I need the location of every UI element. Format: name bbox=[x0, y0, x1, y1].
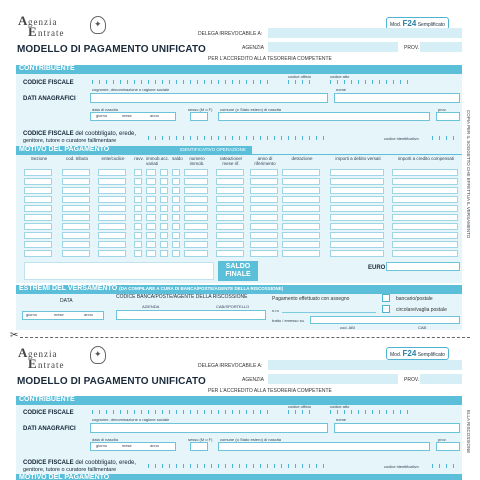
motivo-cell[interactable] bbox=[216, 232, 244, 239]
form-copy-bank bbox=[0, 340, 480, 480]
pagamento-assegno-label: Pagamento effettuato con assegno bbox=[272, 296, 350, 302]
cf-coobbligato-line2-2: genitore, tutore o curatore fallimentare bbox=[23, 467, 117, 473]
codice-atto-label-2: codice atto bbox=[330, 404, 350, 409]
nome-field[interactable] bbox=[334, 93, 460, 103]
cognome-label: cognome, denominazione o ragione sociale bbox=[92, 87, 170, 92]
motivo-cell[interactable] bbox=[146, 223, 156, 230]
motivo-column-header: importi a credito compensati bbox=[397, 156, 455, 161]
motivo-row bbox=[24, 178, 462, 186]
circolare-checkbox[interactable] bbox=[382, 305, 390, 313]
motivo-cell[interactable] bbox=[184, 178, 208, 185]
motivo-cell[interactable] bbox=[98, 169, 126, 176]
motivo-cell[interactable] bbox=[250, 178, 278, 185]
codice-fiscale-input[interactable] bbox=[92, 80, 272, 84]
logo-line2: ntrate bbox=[38, 28, 65, 38]
motivo-cell[interactable] bbox=[250, 250, 278, 257]
sesso-field[interactable] bbox=[190, 112, 208, 121]
motivo-cell[interactable] bbox=[62, 178, 90, 185]
motivo-cell[interactable] bbox=[392, 187, 458, 194]
motivo-cell[interactable] bbox=[24, 241, 52, 248]
motivo-cell[interactable] bbox=[216, 205, 244, 212]
motivo-cell[interactable] bbox=[392, 250, 458, 257]
motivo-cell[interactable] bbox=[330, 205, 384, 212]
accredito-label: PER L'ACCREDITO ALLA TESORERIA COMPETENTE bbox=[208, 56, 332, 62]
identificativo-operazione-field[interactable] bbox=[252, 146, 462, 154]
motivo-cell[interactable] bbox=[134, 196, 142, 203]
mod-type-2: Semplificato bbox=[417, 352, 445, 358]
motivo-cell[interactable] bbox=[330, 214, 384, 221]
giorno-label-2: giorno bbox=[96, 443, 108, 448]
mod-type: Semplificato bbox=[417, 22, 445, 28]
sesso-label: sesso (M o F) bbox=[188, 107, 213, 112]
motivo-cell[interactable] bbox=[24, 178, 52, 185]
motivo-cell[interactable] bbox=[160, 169, 168, 176]
saldo-notes-field bbox=[24, 262, 214, 280]
codice-identificativo-input-2[interactable] bbox=[432, 464, 456, 468]
prov-label-2: PROV. bbox=[404, 377, 420, 383]
euro-label: EURO bbox=[368, 265, 386, 271]
motivo-cell[interactable] bbox=[24, 223, 52, 230]
motivo-cell[interactable] bbox=[160, 205, 168, 212]
estremi-band-note: (DA COMPILARE A CURA DI BANCA/POSTE/AGENTE DELLA RISCOSSIONE) bbox=[119, 286, 284, 291]
motivo-cell[interactable] bbox=[172, 187, 180, 194]
motivo-cell[interactable] bbox=[392, 169, 458, 176]
motivo-cell[interactable] bbox=[250, 205, 278, 212]
motivo-row bbox=[24, 250, 462, 258]
motivo-cell[interactable] bbox=[330, 223, 384, 230]
motivo-cell[interactable] bbox=[134, 223, 142, 230]
motivo-cell[interactable] bbox=[216, 250, 244, 257]
motivo-cell[interactable] bbox=[172, 250, 180, 257]
motivo-cell[interactable] bbox=[134, 241, 142, 248]
motivo-cell[interactable] bbox=[98, 196, 126, 203]
motivo-cell[interactable] bbox=[98, 205, 126, 212]
motivo-cell[interactable] bbox=[134, 232, 142, 239]
motivo-cell[interactable] bbox=[184, 232, 208, 239]
codice-identificativo-label: codice identificativo bbox=[384, 136, 419, 141]
form-title-2: MODELLO DI PAGAMENTO UNIFICATO bbox=[17, 376, 206, 387]
codice-banca-label: CODICE BANCA/POSTE/AGENTE DELLA RISCOSSIONE bbox=[116, 294, 248, 300]
agenzia-label: AGENZIA bbox=[242, 45, 264, 51]
motivo-cell[interactable] bbox=[146, 169, 156, 176]
motivo-cell[interactable] bbox=[184, 214, 208, 221]
motivo-cell[interactable] bbox=[24, 169, 52, 176]
motivo-cell[interactable] bbox=[146, 187, 156, 194]
motivo-cell[interactable] bbox=[160, 241, 168, 248]
cf-coobbligato-label-2 bbox=[23, 460, 136, 466]
motivo-column-header: ente/codice bbox=[101, 156, 125, 161]
codice-fiscale-label: CODICE FISCALE bbox=[23, 80, 74, 86]
motivo-cell[interactable] bbox=[146, 196, 156, 203]
prov-label: PROV. bbox=[404, 45, 420, 51]
motivo-cell[interactable] bbox=[172, 232, 180, 239]
motivo-cell[interactable] bbox=[172, 178, 180, 185]
cf-coobbligato-input-2[interactable] bbox=[148, 464, 328, 468]
motivo-cell[interactable] bbox=[330, 187, 384, 194]
motivo-cell[interactable] bbox=[24, 232, 52, 239]
cognome-label-2: cognome, denominazione o ragione sociale bbox=[92, 417, 170, 422]
mese-label-2: mese bbox=[122, 443, 132, 448]
motivo-cell[interactable] bbox=[172, 241, 180, 248]
agenzia-field[interactable] bbox=[268, 42, 398, 52]
motivo-cell[interactable] bbox=[172, 169, 180, 176]
motivo-row bbox=[24, 232, 462, 240]
motivo-cell[interactable] bbox=[250, 196, 278, 203]
motivo-cell[interactable] bbox=[282, 196, 320, 203]
scissors-icon: ✂ bbox=[10, 330, 19, 341]
cod-abi-label: cod. ABI bbox=[340, 325, 355, 330]
motivo-row bbox=[24, 214, 462, 222]
codice-identificativo-input[interactable] bbox=[432, 136, 456, 140]
motivo-row bbox=[24, 223, 462, 231]
motivo-cell[interactable] bbox=[330, 241, 384, 248]
cognome-field-2[interactable] bbox=[90, 423, 328, 433]
motivo-cell[interactable] bbox=[62, 250, 90, 257]
motivo-row bbox=[24, 169, 462, 177]
tratto-field[interactable] bbox=[310, 316, 460, 324]
motivo-column-header: Sezione bbox=[30, 156, 48, 161]
motivo-cell[interactable] bbox=[250, 187, 278, 194]
cf-coobbligato-label bbox=[23, 131, 136, 137]
motivo-cell[interactable] bbox=[216, 241, 244, 248]
codice-fiscale-input-2[interactable] bbox=[92, 410, 272, 414]
comune-label: comune (o Stato estero) di nascita bbox=[220, 107, 281, 112]
motivo-cell[interactable] bbox=[24, 196, 52, 203]
anno-label: anno bbox=[150, 113, 159, 118]
motivo-cell[interactable] bbox=[392, 223, 458, 230]
motivo-cell[interactable] bbox=[392, 205, 458, 212]
motivo-row bbox=[24, 205, 462, 213]
motivo-cell[interactable] bbox=[146, 250, 156, 257]
motivo-cell[interactable] bbox=[184, 205, 208, 212]
motivo-cell[interactable] bbox=[24, 214, 52, 221]
logo-initial-a: A bbox=[18, 13, 28, 28]
motivo-cell[interactable] bbox=[282, 169, 320, 176]
motivo-cell[interactable] bbox=[62, 187, 90, 194]
codice-banca-field[interactable] bbox=[116, 310, 266, 320]
motivo-cell[interactable] bbox=[134, 169, 142, 176]
motivo-band-2: MOTIVO DEL PAGAMENTO bbox=[16, 474, 462, 480]
motivo-cell[interactable] bbox=[160, 196, 168, 203]
motivo-cell[interactable] bbox=[184, 241, 208, 248]
motivo-cell[interactable] bbox=[330, 250, 384, 257]
motivo-cell[interactable] bbox=[216, 169, 244, 176]
motivo-cell[interactable] bbox=[250, 241, 278, 248]
motivo-cell[interactable] bbox=[160, 250, 168, 257]
contribuente-band: CONTRIBUENTE bbox=[16, 65, 462, 74]
motivo-cell[interactable] bbox=[392, 214, 458, 221]
nome-label-2: nome bbox=[336, 417, 347, 422]
mese-label: mese bbox=[122, 113, 132, 118]
n-ro-line bbox=[282, 312, 376, 313]
mod-label-2: Mod. bbox=[390, 352, 402, 358]
prov-nascita-field-2[interactable] bbox=[436, 442, 460, 451]
logo2-line2: ntrate bbox=[38, 360, 65, 370]
sesso-field-2[interactable] bbox=[190, 442, 208, 451]
motivo-cell[interactable] bbox=[134, 178, 142, 185]
mod-code: F24 bbox=[402, 19, 417, 28]
motivo-row bbox=[24, 196, 462, 204]
motivo-cell[interactable] bbox=[250, 214, 278, 221]
cut-line bbox=[20, 337, 470, 338]
motivo-cell[interactable] bbox=[216, 187, 244, 194]
motivo-row bbox=[24, 241, 462, 249]
agenzia-field-2[interactable] bbox=[268, 374, 398, 384]
motivo-cell[interactable] bbox=[134, 205, 142, 212]
motivo-cell[interactable] bbox=[330, 178, 384, 185]
motivo-cell[interactable] bbox=[282, 205, 320, 212]
data-versamento-label: DATA bbox=[60, 298, 73, 304]
motivo-cell[interactable] bbox=[146, 214, 156, 221]
motivo-cell[interactable] bbox=[24, 187, 52, 194]
motivo-band: MOTIVO DEL PAGAMENTO bbox=[16, 146, 462, 155]
motivo-cell[interactable] bbox=[134, 187, 142, 194]
bancario-checkbox[interactable] bbox=[382, 294, 390, 302]
motivo-cell[interactable] bbox=[98, 250, 126, 257]
motivo-cell[interactable] bbox=[160, 214, 168, 221]
codice-ufficio-input-2[interactable] bbox=[288, 410, 314, 414]
motivo-cell[interactable] bbox=[160, 178, 168, 185]
motivo-cell[interactable] bbox=[184, 187, 208, 194]
tratto-label: tratto / emesso su bbox=[272, 318, 304, 323]
motivo-cell[interactable] bbox=[62, 241, 90, 248]
nome-field-2[interactable] bbox=[334, 423, 460, 433]
nome-label: nome bbox=[336, 87, 347, 92]
n-ro-label: n.ro bbox=[272, 308, 279, 313]
estremi-band bbox=[16, 285, 462, 294]
delega-field-2[interactable] bbox=[268, 360, 462, 370]
data-nascita-label: data di nascita bbox=[92, 107, 118, 112]
motivo-cell[interactable] bbox=[62, 205, 90, 212]
comune-field[interactable] bbox=[218, 112, 430, 121]
delega-label-2: DELEGA IRREVOCABILE A: bbox=[198, 363, 263, 369]
codice-ufficio-input[interactable] bbox=[288, 80, 314, 84]
agenzia-label-2: AGENZIA bbox=[242, 377, 264, 383]
motivo-cell[interactable] bbox=[62, 214, 90, 221]
codice-identificativo-label-2: codice identificativo bbox=[384, 464, 419, 469]
cognome-field[interactable] bbox=[90, 93, 328, 103]
motivo-cell[interactable] bbox=[62, 223, 90, 230]
azienda-label: AZIENDA bbox=[142, 304, 160, 309]
motivo-column-header: importi a debito versati bbox=[335, 156, 381, 161]
delega-field[interactable] bbox=[268, 28, 462, 38]
prov-field-2[interactable] bbox=[420, 374, 462, 384]
prov-nascita-label: prov. bbox=[438, 107, 447, 112]
motivo-cell[interactable] bbox=[62, 232, 90, 239]
codice-ufficio-label: codice ufficio bbox=[288, 74, 312, 79]
motivo-cell[interactable] bbox=[146, 205, 156, 212]
versamento-anno-label: anno bbox=[84, 312, 93, 317]
motivo-cell[interactable] bbox=[98, 241, 126, 248]
cf-coobbligato-input[interactable] bbox=[148, 136, 328, 140]
motivo-cell[interactable] bbox=[98, 232, 126, 239]
motivo-cell[interactable] bbox=[250, 169, 278, 176]
motivo-cell[interactable] bbox=[172, 196, 180, 203]
data-nascita-label-2: data di nascita bbox=[92, 437, 118, 442]
motivo-cell[interactable] bbox=[392, 232, 458, 239]
motivo-cell[interactable] bbox=[216, 196, 244, 203]
saldo-finale-box bbox=[218, 261, 258, 281]
anno-label-2: anno bbox=[150, 443, 159, 448]
motivo-cell[interactable] bbox=[282, 250, 320, 257]
comune-label-2: comune (o Stato estero) di nascita bbox=[220, 437, 281, 442]
logo2-initial-e: E bbox=[28, 356, 37, 371]
motivo-cell[interactable] bbox=[184, 169, 208, 176]
motivo-column-header: rateazione/ mese rif. bbox=[219, 156, 243, 166]
estremi-band-title: ESTREMI DEL VERSAMENTO bbox=[19, 285, 118, 292]
versamento-mese-label: mese bbox=[54, 312, 64, 317]
motivo-cell[interactable] bbox=[282, 241, 320, 248]
codice-atto-label: codice atto bbox=[330, 74, 350, 79]
motivo-column-header: detrazione bbox=[291, 156, 313, 161]
motivo-cell[interactable] bbox=[392, 178, 458, 185]
motivo-cell[interactable] bbox=[184, 196, 208, 203]
cab-sportello-label: CAB/SPORTELLO bbox=[216, 304, 250, 309]
contribuente-band-2: CONTRIBUENTE bbox=[16, 396, 462, 405]
identificativo-operazione-label: IDENTIFICATIVO OPERAZIONE bbox=[180, 147, 246, 152]
motivo-cell[interactable] bbox=[24, 250, 52, 257]
codice-atto-input[interactable] bbox=[330, 80, 410, 84]
motivo-cell[interactable] bbox=[62, 169, 90, 176]
codice-atto-input-2[interactable] bbox=[330, 410, 410, 414]
logo2-initial-a: A bbox=[18, 345, 28, 360]
motivo-cell[interactable] bbox=[216, 214, 244, 221]
sesso-label-2: sesso (M o F) bbox=[188, 437, 213, 442]
motivo-cell[interactable] bbox=[98, 187, 126, 194]
saldo-finale-field[interactable] bbox=[386, 262, 460, 271]
republic-emblem-icon-2 bbox=[90, 346, 106, 364]
motivo-cell[interactable] bbox=[160, 187, 168, 194]
motivo-cell[interactable] bbox=[98, 223, 126, 230]
motivo-cell[interactable] bbox=[282, 178, 320, 185]
motivo-cell[interactable] bbox=[172, 214, 180, 221]
bancario-label: bancario/postale bbox=[396, 296, 433, 302]
codice-fiscale-label-2: CODICE FISCALE bbox=[23, 410, 74, 416]
motivo-cell[interactable] bbox=[62, 196, 90, 203]
motivo-cell[interactable] bbox=[98, 214, 126, 221]
mod-badge-2 bbox=[386, 347, 449, 360]
motivo-cell[interactable] bbox=[282, 214, 320, 221]
motivo-cell[interactable] bbox=[146, 178, 156, 185]
motivo-column-header: cod. tributo bbox=[65, 156, 89, 161]
motivo-cell[interactable] bbox=[330, 232, 384, 239]
motivo-column-header: acc. bbox=[160, 156, 170, 161]
motivo-cell[interactable] bbox=[330, 169, 384, 176]
cf-coobbligato-bold: CODICE FISCALE bbox=[23, 131, 74, 137]
motivo-cell[interactable] bbox=[282, 187, 320, 194]
motivo-cell[interactable] bbox=[98, 178, 126, 185]
side-copy-label-2: ELLA RISCOSSIONE bbox=[466, 410, 471, 454]
cf-coobbligato-rest: del coobbligato, erede, bbox=[75, 131, 137, 137]
motivo-column-header: saldo bbox=[172, 156, 183, 161]
form-title: MODELLO DI PAGAMENTO UNIFICATO bbox=[17, 44, 206, 55]
motivo-cell[interactable] bbox=[160, 223, 168, 230]
motivo-cell[interactable] bbox=[146, 232, 156, 239]
motivo-cell[interactable] bbox=[172, 223, 180, 230]
mod-label: Mod. bbox=[390, 22, 402, 28]
cf-coobbligato-bold-2: CODICE FISCALE bbox=[23, 460, 74, 466]
motivo-column-header: immob. variati bbox=[146, 156, 161, 166]
motivo-cell[interactable] bbox=[282, 232, 320, 239]
accredito-label-2: PER L'ACCREDITO ALLA TESORERIA COMPETENTE bbox=[208, 388, 332, 394]
giorno-label: giorno bbox=[96, 113, 108, 118]
logo-initial-e: E bbox=[28, 24, 37, 39]
logo2-line1: genzia bbox=[28, 349, 58, 359]
motivo-cell[interactable] bbox=[330, 196, 384, 203]
cf-coobbligato-line2: genitore, tutore o curatore fallimentare bbox=[23, 138, 117, 144]
prov-nascita-label-2: prov. bbox=[438, 437, 447, 442]
circolare-label: circolare/vaglia postale bbox=[396, 307, 447, 313]
motivo-cell[interactable] bbox=[184, 250, 208, 257]
cab-label: CAB bbox=[418, 325, 427, 330]
motivo-cell[interactable] bbox=[172, 205, 180, 212]
motivo-cell[interactable] bbox=[146, 241, 156, 248]
motivo-cell[interactable] bbox=[134, 250, 142, 257]
dati-anagrafici-label: DATI ANAGRAFICI bbox=[23, 96, 76, 102]
motivo-column-header: numero immob. bbox=[189, 156, 205, 166]
side-copy-label: COPIA PER IL SOGGETTO CHE EFFETTUA IL VERSAMENTO bbox=[466, 110, 471, 239]
mod-code-2: F24 bbox=[402, 349, 417, 358]
motivo-column-header: anno di riferimento bbox=[254, 156, 276, 166]
motivo-cell[interactable] bbox=[216, 223, 244, 230]
motivo-cell[interactable] bbox=[250, 232, 278, 239]
motivo-cell[interactable] bbox=[392, 196, 458, 203]
dati-anagrafici-label-2: DATI ANAGRAFICI bbox=[23, 426, 76, 432]
motivo-cell[interactable] bbox=[134, 214, 142, 221]
prov-nascita-field[interactable] bbox=[436, 112, 460, 121]
comune-field-2[interactable] bbox=[218, 442, 430, 451]
motivo-column-header: ravv. bbox=[134, 156, 144, 161]
prov-field[interactable] bbox=[420, 42, 462, 52]
cf-coobbligato-rest-2: del coobbligato, erede, bbox=[75, 460, 137, 466]
motivo-cell[interactable] bbox=[250, 223, 278, 230]
motivo-cell[interactable] bbox=[216, 178, 244, 185]
motivo-cell[interactable] bbox=[184, 223, 208, 230]
saldo-finale-label: SALDO FINALE bbox=[225, 263, 251, 278]
motivo-cell[interactable] bbox=[282, 223, 320, 230]
logo-line1: genzia bbox=[28, 17, 58, 27]
versamento-giorno-label: giorno bbox=[26, 312, 38, 317]
motivo-cell[interactable] bbox=[24, 205, 52, 212]
codice-ufficio-label-2: codice ufficio bbox=[288, 404, 312, 409]
motivo-row bbox=[24, 187, 462, 195]
motivo-cell[interactable] bbox=[392, 241, 458, 248]
republic-emblem-icon bbox=[90, 16, 106, 34]
motivo-cell[interactable] bbox=[160, 232, 168, 239]
delega-label: DELEGA IRREVOCABILE A: bbox=[198, 31, 263, 37]
